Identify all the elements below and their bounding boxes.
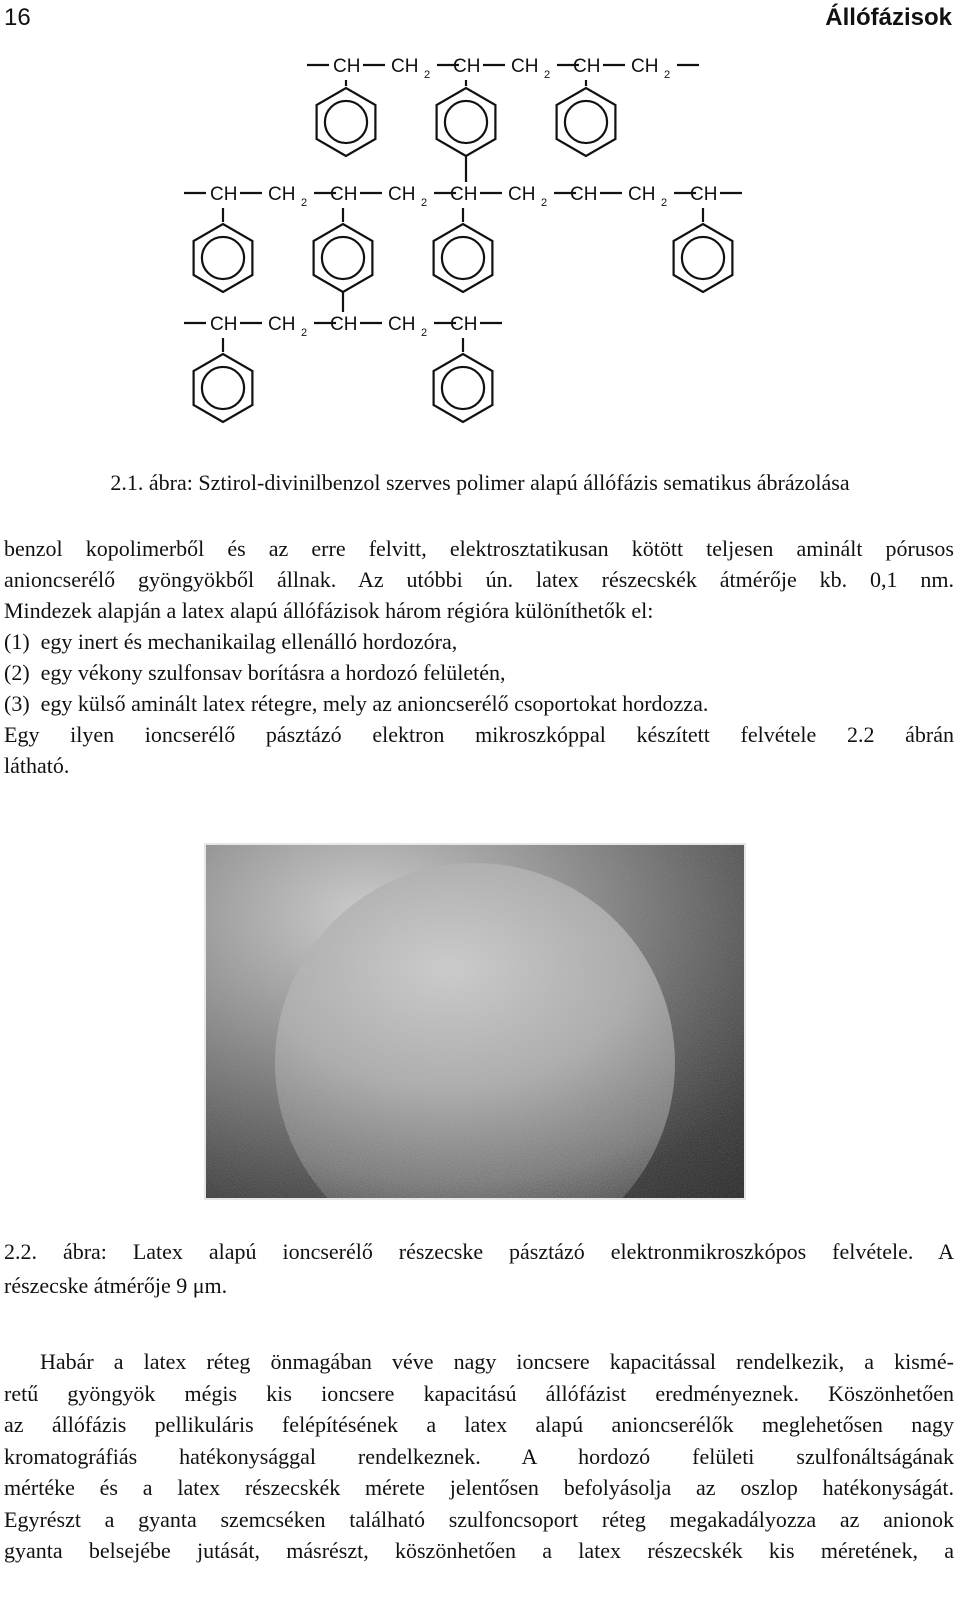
text-line: Habár a latex réteg önmagában véve nagy ioncsere kapacitással rendelkezik, a kismé- (40, 1349, 954, 1374)
sem-particle-image (185, 828, 765, 1218)
ch2-group-label: CH (268, 314, 296, 335)
aromatic-circle (202, 367, 244, 409)
text-line: kromatográfiás hatékonysággal rendelkeznek. A hordozó felületi szulfonáltságának (4, 1443, 954, 1469)
aromatic-circle (202, 237, 244, 279)
ch2-group-label: CH (391, 56, 419, 77)
ch2-group-label: CH (268, 184, 296, 205)
ch-group-label: CH (333, 56, 361, 77)
paragraph-latex-phases (4, 533, 954, 781)
list-item: (3) egy külső aminált latex rétegre, mely az anioncserélő csoportokat hordozza. (4, 691, 709, 716)
section-title: Állófázisok (825, 4, 952, 31)
subscript-2: 2 (661, 197, 668, 209)
text-line: mértéke és a latex részecskék mérete jelentősen befolyásolja az oszlop hatékonyságát. (4, 1475, 954, 1500)
subscript-2: 2 (541, 197, 548, 209)
ch2-group-label: CH (511, 56, 539, 77)
ch-group-label: CH (210, 314, 238, 335)
text-line: retű gyöngyök mégis kis ioncsere kapacitású állófázist eredményeznek. Köszönhetően (4, 1380, 954, 1406)
text-line: Egyrészt a gyanta szemcséken található szulfoncsoport réteg megakadályozza az anionok (4, 1506, 954, 1532)
text-line: az állófázis pellikuláris felépítésének a latex alapú anioncserélők meglehetősen nagy (4, 1412, 954, 1437)
subscript-2: 2 (301, 327, 308, 339)
figure-2-1-caption: 2.1. ábra: Sztirol-divinilbenzol szerves polimer alapú állófázis sematikus ábrázolása (110, 470, 850, 495)
ch-group-label: CH (210, 184, 238, 205)
text-line: gyanta belsejébe jutását, másrészt, köszönhetően a latex részecskék kis méretének, a (4, 1538, 954, 1563)
list-item: (2) egy vékony szulfonsav borításra a hordozó felületén, (4, 660, 506, 685)
ch2-group-label: CH (628, 184, 656, 205)
aromatic-circle (565, 101, 607, 143)
ch-group-label: CH (573, 56, 601, 77)
ch2-group-label: CH (388, 184, 416, 205)
caption-line: részecske átmérője 9 μm. (4, 1273, 228, 1298)
text-line: Mindezek alapján a latex alapú állófázisok három régióra különíthetők el: (4, 598, 654, 623)
ch-group-label: CH (570, 184, 598, 205)
ch-group-label: CH (453, 56, 481, 77)
paragraph-capacity (4, 1346, 954, 1567)
text-line: Egy ilyen ioncserélő pásztázó elektron mikroszkóppal készített felvétele 2.2 ábrán (4, 722, 954, 747)
ch-group-label: CH (450, 314, 478, 335)
list-item: (1) egy inert és mechanikailag ellenálló hordozóra, (4, 629, 458, 654)
subscript-2: 2 (544, 69, 551, 81)
ch2-group-label: CH (508, 184, 536, 205)
text-line: látható. (4, 753, 70, 778)
text-line: benzol kopolimerből és az erre felvitt, elektrosztatikusan kötött teljesen aminált pórusos (4, 536, 954, 561)
aromatic-circle (325, 101, 367, 143)
polymer-structure-diagram (170, 40, 770, 430)
ch-group-label: CH (330, 184, 358, 205)
subscript-2: 2 (421, 197, 428, 209)
caption-line: 2.2. ábra: Latex alapú ioncserélő részecske pásztázó elektronmikroszkópos felvétele. A (4, 1239, 954, 1264)
figure-2-2-caption (4, 1235, 954, 1303)
subscript-2: 2 (301, 197, 308, 209)
aromatic-circle (682, 237, 724, 279)
ch2-group-label: CH (388, 314, 416, 335)
subscript-2: 2 (664, 69, 671, 81)
ch-group-label: CH (450, 184, 478, 205)
aromatic-circle (442, 367, 484, 409)
text-line: anioncserélő gyöngyökből állnak. Az utóbbi ún. latex részecskék átmérője kb. 0,1 nm. (4, 567, 954, 592)
ch-group-label: CH (330, 314, 358, 335)
aromatic-circle (322, 237, 364, 279)
page-number: 16 (4, 4, 31, 31)
ch2-group-label: CH (631, 56, 659, 77)
subscript-2: 2 (421, 327, 428, 339)
aromatic-circle (442, 237, 484, 279)
ch-group-label: CH (690, 184, 718, 205)
subscript-2: 2 (424, 69, 431, 81)
aromatic-circle (445, 101, 487, 143)
